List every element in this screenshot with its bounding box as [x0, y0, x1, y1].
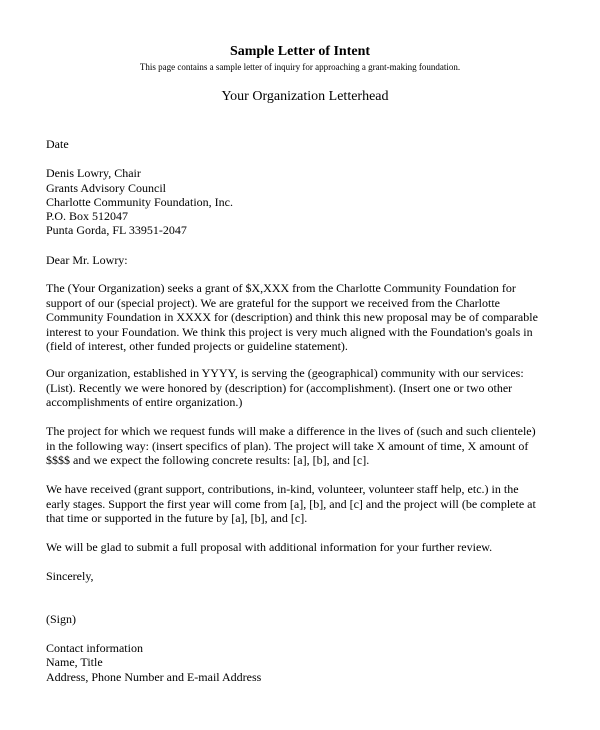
paragraph-grant-request: [46, 281, 558, 354]
contact-name-title: Name, Title: [46, 655, 103, 669]
contact-heading: Contact information: [46, 641, 143, 655]
paragraph-line: (List). Recently we were honored by (description) for (accomplishment). (Insert one or two other: [46, 380, 513, 395]
paragraph-line: Our organization, established in YYYY, is serving the (geographical) community with our services:: [46, 366, 524, 380]
paragraph-line: in the following way: (insert specifics of plan). The project will take X amount of time, X amount of: [46, 438, 529, 453]
recipient-po-box: P.O. Box 512047: [46, 209, 129, 223]
signature-placeholder: (Sign): [46, 612, 76, 626]
paragraph-line: Community Foundation in XXXX for (description) and think this new proposal may be of comparable: [46, 310, 538, 325]
paragraph-line: We have received (grant support, contributions, in-kind, volunteer, volunteer staff help, etc.) in the: [46, 482, 519, 496]
document-subtitle: This page contains a sample letter of inquiry for approaching a grant-making foundation.: [139, 62, 461, 72]
paragraph-project: [46, 424, 558, 468]
paragraph-line: interest to your Foundation. We think this project is very much aligned with the Foundation's goals in: [46, 324, 533, 339]
paragraph-line: The (Your Organization) seeks a grant of $X,XXX from the Charlotte Community Foundation for: [46, 281, 516, 295]
recipient-council: Grants Advisory Council: [46, 181, 166, 195]
paragraph-line: (field of interest, other funded projects or guideline statement).: [46, 339, 348, 354]
closing: Sincerely,: [46, 569, 94, 583]
contact-address: Address, Phone Number and E-mail Address: [46, 670, 262, 684]
paragraph-line: accomplishments of entire organization.): [46, 395, 243, 410]
recipient-city-state-zip: Punta Gorda, FL 33951-2047: [46, 223, 187, 237]
paragraph-organization: [46, 366, 558, 410]
paragraph-support: [46, 482, 558, 526]
paragraph-line: $$$$ and we expect the following concrete results: [a], [b], and [c].: [46, 453, 370, 468]
recipient-name: Denis Lowry, Chair: [46, 166, 141, 180]
paragraph-closing-offer: [46, 540, 558, 555]
letterhead-placeholder: Your Organization Letterhead: [221, 89, 389, 104]
document-title: Sample Letter of Intent: [229, 44, 371, 59]
paragraph-line: support of our (special project). We are grateful for the support we received from the Charlotte: [46, 295, 500, 310]
paragraph-line: The project for which we request funds will make a difference in the lives of (such and such clientele): [46, 424, 536, 438]
paragraph-line: We will be glad to submit a full proposal with additional information for your further review.: [46, 540, 493, 554]
paragraph-line: early stages. Support the first year will come from [a], [b], and [c] and the project will (be complete at: [46, 496, 536, 511]
date-line: Date: [46, 137, 69, 151]
recipient-organization: Charlotte Community Foundation, Inc.: [46, 195, 233, 209]
paragraph-line: that time or supported in the future by [a], [b], and [c].: [46, 511, 308, 526]
salutation: Dear Mr. Lowry:: [46, 253, 128, 267]
